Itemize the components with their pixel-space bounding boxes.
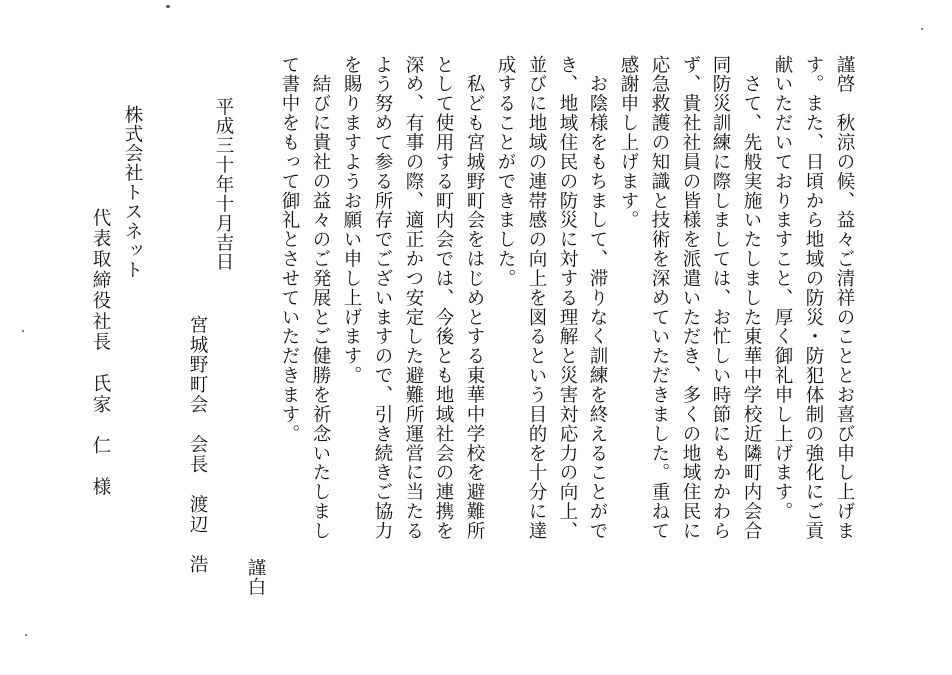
body-line-16: よう努めて参る所存でございますので、引き続きご協力: [372, 55, 393, 541]
recipient-name: 代表取締役社長 氏家 仁 様: [90, 208, 111, 499]
body-line-6: ず、貴社社員の皆様を派遣いただき、多くの地域住民に: [680, 55, 701, 541]
body-line-8: 感謝申し上げます。: [618, 55, 639, 230]
body-line-2: す。また、日頃から地域の防災・防犯体制の強化にご貢: [803, 55, 824, 541]
scan-speck: [921, 28, 923, 30]
body-line-17: を賜りますようお願い申し上げます。: [341, 55, 362, 386]
body-line-12: 成することができました。: [495, 55, 516, 289]
body-line-14: として使用する町内会では、今後とも地域社会の連携を: [433, 55, 454, 541]
closing-text: 謹白: [245, 558, 266, 597]
recipient-company: 株式会社トスネット: [122, 105, 143, 280]
body-line-19: て書中をもって御礼とさせていただきます。: [279, 55, 300, 444]
body-line-18: 結びに貴社の益々のご発展とご健勝を祈念いたしまし: [310, 55, 331, 541]
body-line-7: 応急救護の知識と技術を深めていただきました。重ねて: [649, 55, 670, 541]
scan-speck: [22, 330, 24, 332]
body-line-4: さて、先般実施いたしました東華中学校近隣町内会合: [741, 55, 762, 541]
body-line-1: 謹啓 秋涼の候、益々ご清祥のこととお喜び申し上げま: [834, 55, 855, 541]
body-line-11: 並びに地域の連帯感の向上を図るという目的を十分に達: [526, 55, 547, 541]
scan-speck: [25, 634, 27, 636]
body-line-9: お陰様をもちまして、滞りなく訓練を終えることがで: [587, 55, 608, 541]
body-line-13: 私ども宮城野町会をはじめとする東華中学校を避難所: [464, 55, 485, 541]
body-line-15: 深め、有事の際、適正かつ安定した避難所運営に当たる: [403, 55, 424, 541]
body-line-10: き、地域住民の防災に対する理解と災害対応力の向上、: [557, 55, 578, 541]
body-line-3: 献いただいておりますこと、厚く御礼申し上げます。: [772, 55, 793, 522]
sender: 宮城野町会 会長 渡辺 浩: [187, 315, 208, 575]
date: 平成三十年十月吉日: [213, 97, 234, 272]
body-line-5: 同防災訓練に際しましては、お忙しい時節にもかかわら: [710, 55, 731, 541]
scan-speck: [166, 5, 170, 8]
